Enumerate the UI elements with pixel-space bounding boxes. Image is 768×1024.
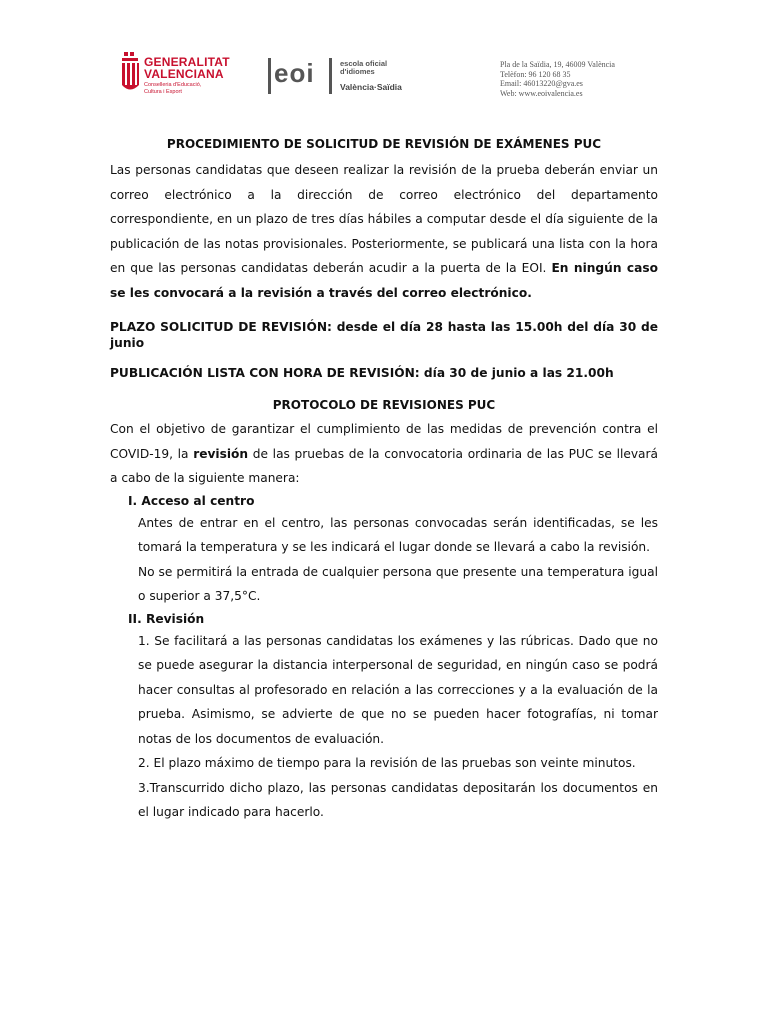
contact-info (500, 60, 615, 98)
generalitat-emblem-icon (120, 52, 140, 94)
section-review-p2: 2. El plazo máximo de tiempo para la revisión de las pruebas son veinte minutos. (138, 756, 636, 770)
document-body (110, 136, 658, 825)
section-access-p1: Antes de entrar en el centro, las personas convocadas serán identificadas, se les tomará la temperatura y se les indicará el lugar donde se llevará a cabo la revisión. (138, 515, 658, 554)
contact-email: Email: 46013220@gva.es (500, 79, 583, 88)
section-access-title: I. Acceso al centro (128, 493, 255, 508)
eoi-name: escola oficial d'idiomes (340, 59, 388, 76)
generalitat-logo (120, 52, 240, 100)
procedure-title: PROCEDIMIENTO DE SOLICITUD DE REVISIÓN DE EXÁMENES PUC (166, 137, 602, 151)
protocol-title: PROTOCOLO DE REVISIONES PUC (272, 398, 496, 412)
contact-web: Web: www.eoivalencia.es (500, 88, 583, 98)
section-review-title: II. Revisión (128, 611, 205, 626)
letterhead (0, 48, 768, 108)
generalitat-name: GENERALITAT VALENCIANA (144, 55, 230, 81)
section-review-p1: 1. Se facilitará a las personas candidatas los exámenes y las rúbricas. Dado que no se puede asegurar la distancia interpersonal de seguridad, en ningún caso se podrá hacer consultas al profesorado en relación a las correcciones y a la evaluación de la prueba. Asimismo, se advierte de que no se pueden hacer fotografías, ni tomar notas de los documentos de evaluación. (138, 633, 658, 746)
eoi-mark: eoi (268, 58, 332, 94)
eoi-city: València·Saïdia (340, 82, 402, 92)
request-deadline: PLAZO SOLICITUD DE REVISIÓN: desde el día 28 hasta las 15.00h del día 30 de junio (110, 320, 658, 350)
conselleria-name: Conselleria d'Educació, Cultura i Esport (144, 82, 202, 95)
protocol-paragraph: Con el objetivo de garantizar el cumplimiento de las medidas de prevención contra el COVID-19, la revisión de las pruebas de la convocatoria ordinaria de las PUC se llevará a cabo de la siguiente manera: (110, 422, 658, 485)
contact-address: Pla de la Saïdia, 19, 46009 València (500, 60, 615, 69)
contact-phone: Telèfon: 96 120 68 35 (500, 69, 571, 79)
procedure-paragraph: Las personas candidatas que deseen realizar la revisión de la prueba deberán enviar un correo electrónico a la dirección de correo electrónico del departamento correspondiente, en un plazo de tres días hábiles a computar desde el día siguiente de la publicación de las notas provisionales. Posteriormente, se publicará una lista con la hora en que las personas candidatas deberán acudir a la puerta de la EOI. En ningún caso se les convocará a la revisión a través del correo electrónico. (110, 163, 658, 300)
section-access-p2: No se permitirá la entrada de cualquier persona que presente una temperatura igual o superior a 37,5°C. (138, 564, 658, 603)
eoi-logo (268, 58, 408, 98)
list-publication: PUBLICACIÓN LISTA CON HORA DE REVISIÓN: día 30 de junio a las 21.00h (110, 366, 614, 380)
section-review-p3: 3.Transcurrido dicho plazo, las personas candidatas depositarán los documentos en el lugar indicado para hacerlo. (138, 780, 658, 819)
